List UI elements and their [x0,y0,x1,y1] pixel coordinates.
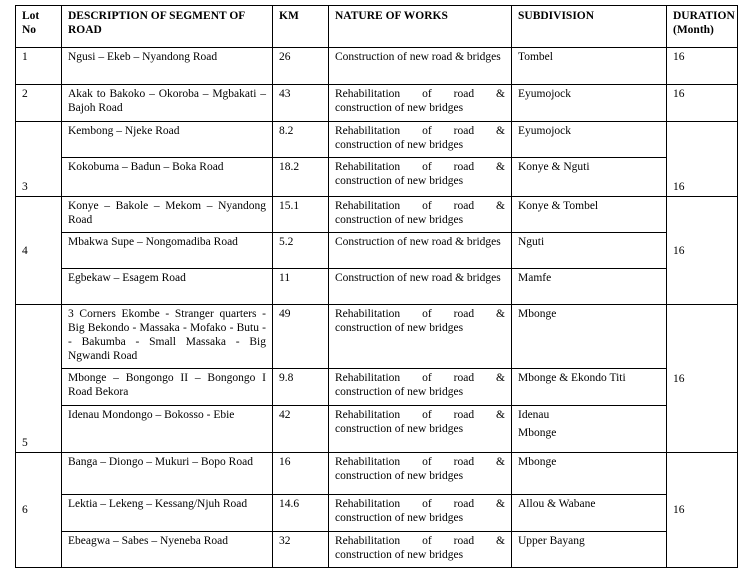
header-lot: Lot No [16,6,62,48]
lot-cell: 1 [16,48,62,85]
km-cell: 14.6 [273,495,329,532]
table-row [16,369,738,406]
subdivision-cell: Mbonge [512,305,667,369]
description-cell: Mbonge – Bongongo II – Bongongo I Road Bekora [62,369,273,406]
table-row [16,85,738,122]
km-cell: 18.2 [273,158,329,197]
lot-cell: 3 [16,122,62,197]
header-nature: NATURE OF WORKS [329,6,512,48]
description-cell: Lektia – Lekeng – Kessang/Njuh Road [62,495,273,532]
table-row [16,48,738,85]
table-row [16,532,738,568]
table-header-row [16,6,738,48]
duration-cell: 16 [667,197,738,305]
description-cell: Ebeagwa – Sabes – Nyeneba Road [62,532,273,568]
header-duration: DURATION (Month) [667,6,738,48]
duration-cell: 16 [667,305,738,453]
table-row [16,305,738,369]
subdivision-line: Idenau [518,409,550,421]
lot-cell: 6 [16,453,62,568]
table-row [16,406,738,453]
document-page [15,5,738,568]
description-cell: Akak to Bakoko – Okoroba – Mgbakati – Bajoh Road [62,85,273,122]
table-row [16,495,738,532]
subdivision-cell: Mamfe [512,269,667,305]
table-row [16,269,738,305]
subdivision-cell: Allou & Wabane [512,495,667,532]
km-cell: 32 [273,532,329,568]
km-cell: 15.1 [273,197,329,233]
nature-cell: Rehabilitation of road & construction of new bridges [329,406,512,453]
lot-cell: 2 [16,85,62,122]
header-description: DESCRIPTION OF SEGMENT OF ROAD [62,6,273,48]
subdivision-cell: Mbonge & Ekondo Titi [512,369,667,406]
description-cell: Banga – Diongo – Mukuri – Bopo Road [62,453,273,495]
subdivision-cell: Upper Bayang [512,532,667,568]
subdivision-cell: Konye & Tombel [512,197,667,233]
subdivision-cell: Nguti [512,233,667,269]
header-km: KM [273,6,329,48]
km-cell: 11 [273,269,329,305]
subdivision-cell: Tombel [512,48,667,85]
description-cell: Kokobuma – Badun – Boka Road [62,158,273,197]
subdivision-cell [512,406,667,453]
nature-cell: Rehabilitation of road & construction of new bridges [329,532,512,568]
description-cell: Idenau Mondongo – Bokosso - Ebie [62,406,273,453]
km-cell: 43 [273,85,329,122]
km-cell: 16 [273,453,329,495]
subdivision-cell: Mbonge [512,453,667,495]
subdivision-cell: Eyumojock [512,85,667,122]
nature-cell: Rehabilitation of road & construction of new bridges [329,453,512,495]
duration-cell: 16 [667,453,738,568]
lot-cell: 4 [16,197,62,305]
description-cell: Konye – Bakole – Mekom – Nyandong Road [62,197,273,233]
duration-cell: 16 [667,122,738,197]
nature-cell: Rehabilitation of road & construction of new bridges [329,305,512,369]
km-cell: 5.2 [273,233,329,269]
nature-cell: Rehabilitation of road & construction of new bridges [329,495,512,532]
road-works-table [15,5,738,568]
nature-cell: Construction of new road & bridges [329,48,512,85]
lot-cell: 5 [16,305,62,453]
nature-cell: Construction of new road & bridges [329,233,512,269]
km-cell: 9.8 [273,369,329,406]
nature-cell: Rehabilitation of road & construction of new bridges [329,122,512,158]
nature-cell: Rehabilitation of road & construction of new bridges [329,158,512,197]
table-row [16,197,738,233]
subdivision-cell: Eyumojock [512,122,667,158]
nature-cell: Rehabilitation of road & construction of new bridges [329,197,512,233]
table-row [16,158,738,197]
km-cell: 8.2 [273,122,329,158]
nature-cell: Construction of new road & bridges [329,269,512,305]
description-cell: Kembong – Njeke Road [62,122,273,158]
description-cell: Ngusi – Ekeb – Nyandong Road [62,48,273,85]
subdivision-cell: Konye & Nguti [512,158,667,197]
subdivision-line: Mbonge [518,427,557,439]
description-cell: Mbakwa Supe – Nongomadiba Road [62,233,273,269]
nature-cell: Rehabilitation of road & construction of new bridges [329,85,512,122]
km-cell: 49 [273,305,329,369]
table-row [16,122,738,158]
duration-cell: 16 [667,85,738,122]
km-cell: 42 [273,406,329,453]
description-cell: 3 Corners Ekombe - Stranger quarters - Big Bekondo - Massaka - Mofako - Butu - - Bakumba - Small Massaka - Big Ngwandi Road [62,305,273,369]
km-cell: 26 [273,48,329,85]
duration-cell: 16 [667,48,738,85]
header-subdivision: SUBDIVISION [512,6,667,48]
nature-cell: Rehabilitation of road & construction of new bridges [329,369,512,406]
table-row [16,233,738,269]
description-cell: Egbekaw – Esagem Road [62,269,273,305]
table-row [16,453,738,495]
